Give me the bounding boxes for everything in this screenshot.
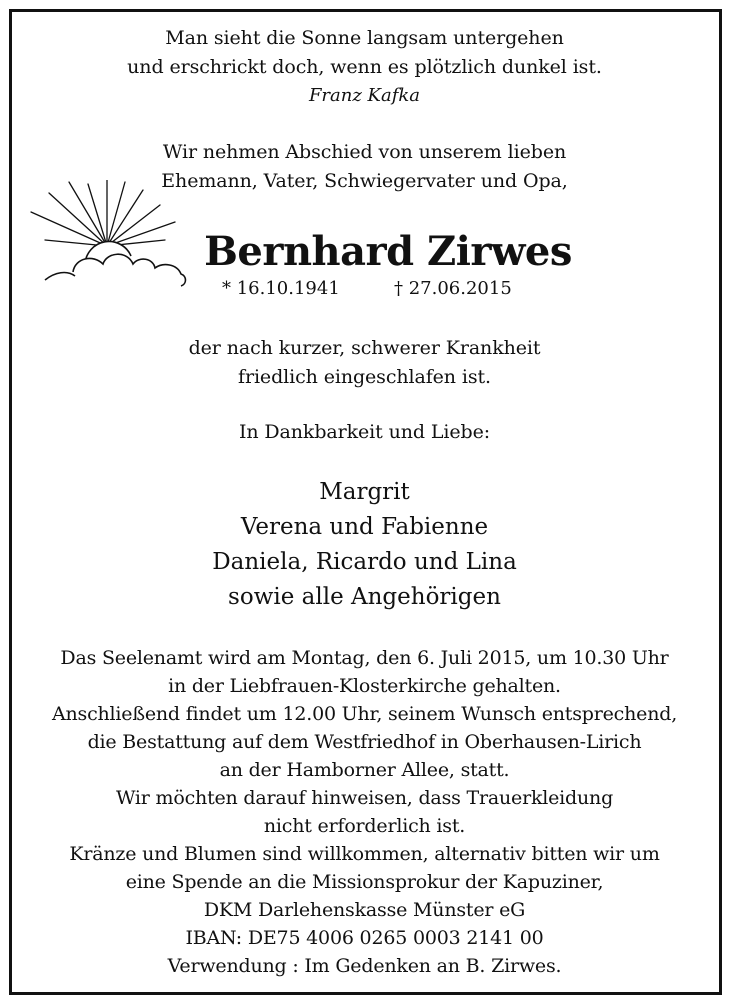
family-line-4: sowie alle Angehörigen — [228, 584, 501, 610]
quote-line-1: Man sieht die Sonne langsam untergehen — [165, 27, 564, 49]
service-line-5: an der Hamborner Allee, statt. — [219, 759, 510, 781]
service-line-1: Das Seelenamt wird am Montag, den 6. Juli 2015, um 10.30 Uhr — [60, 647, 669, 669]
service-line-11: IBAN: DE75 4006 0265 0003 2141 00 — [185, 927, 544, 949]
service-line-7: nicht erforderlich ist. — [263, 815, 466, 837]
service-line-8: Kränze und Blumen sind willkommen, alternativ bitten wir um — [69, 843, 660, 865]
service-line-6: Wir möchten darauf hinweisen, dass Trauerkleidung — [115, 787, 614, 809]
service-line-2: in der Liebfrauen-Klosterkirche gehalten. — [168, 675, 561, 697]
death-date: † 27.06.2015 — [394, 278, 512, 299]
death-note-line-2: friedlich eingeschlafen ist. — [238, 366, 491, 388]
family-line-3: Daniela, Ricardo und Lina — [212, 549, 517, 575]
rising-sun-icon — [25, 180, 195, 295]
service-line-10: DKM Darlehenskasse Münster eG — [203, 899, 526, 921]
gratitude-line: In Dankbarkeit und Liebe: — [238, 421, 491, 443]
quote-line-2: und erschrickt doch, wenn es plötzlich dunkel ist. — [127, 56, 602, 78]
service-line-9: eine Spende an die Missionsprokur der Kapuziner, — [125, 871, 604, 893]
service-line-3: Anschließend findet um 12.00 Uhr, seinem Wunsch entsprechend, — [51, 703, 678, 725]
deceased-name: Bernhard Zirwes — [204, 228, 572, 275]
service-line-12: Verwendung : Im Gedenken an B. Zirwes. — [167, 955, 562, 977]
family-line-2: Verena und Fabienne — [240, 514, 489, 540]
family-line-1: Margrit — [319, 479, 410, 505]
quote-author: Franz Kafka — [308, 85, 421, 106]
birth-date: * 16.10.1941 — [222, 278, 340, 299]
intro-line-1: Wir nehmen Abschied von unserem lieben — [162, 141, 567, 163]
intro-line-2: Ehemann, Vater, Schwiegervater und Opa, — [161, 170, 568, 192]
death-note-line-1: der nach kurzer, schwerer Krankheit — [188, 337, 541, 359]
service-line-4: die Bestattung auf dem Westfriedhof in Oberhausen-Lirich — [87, 731, 642, 753]
